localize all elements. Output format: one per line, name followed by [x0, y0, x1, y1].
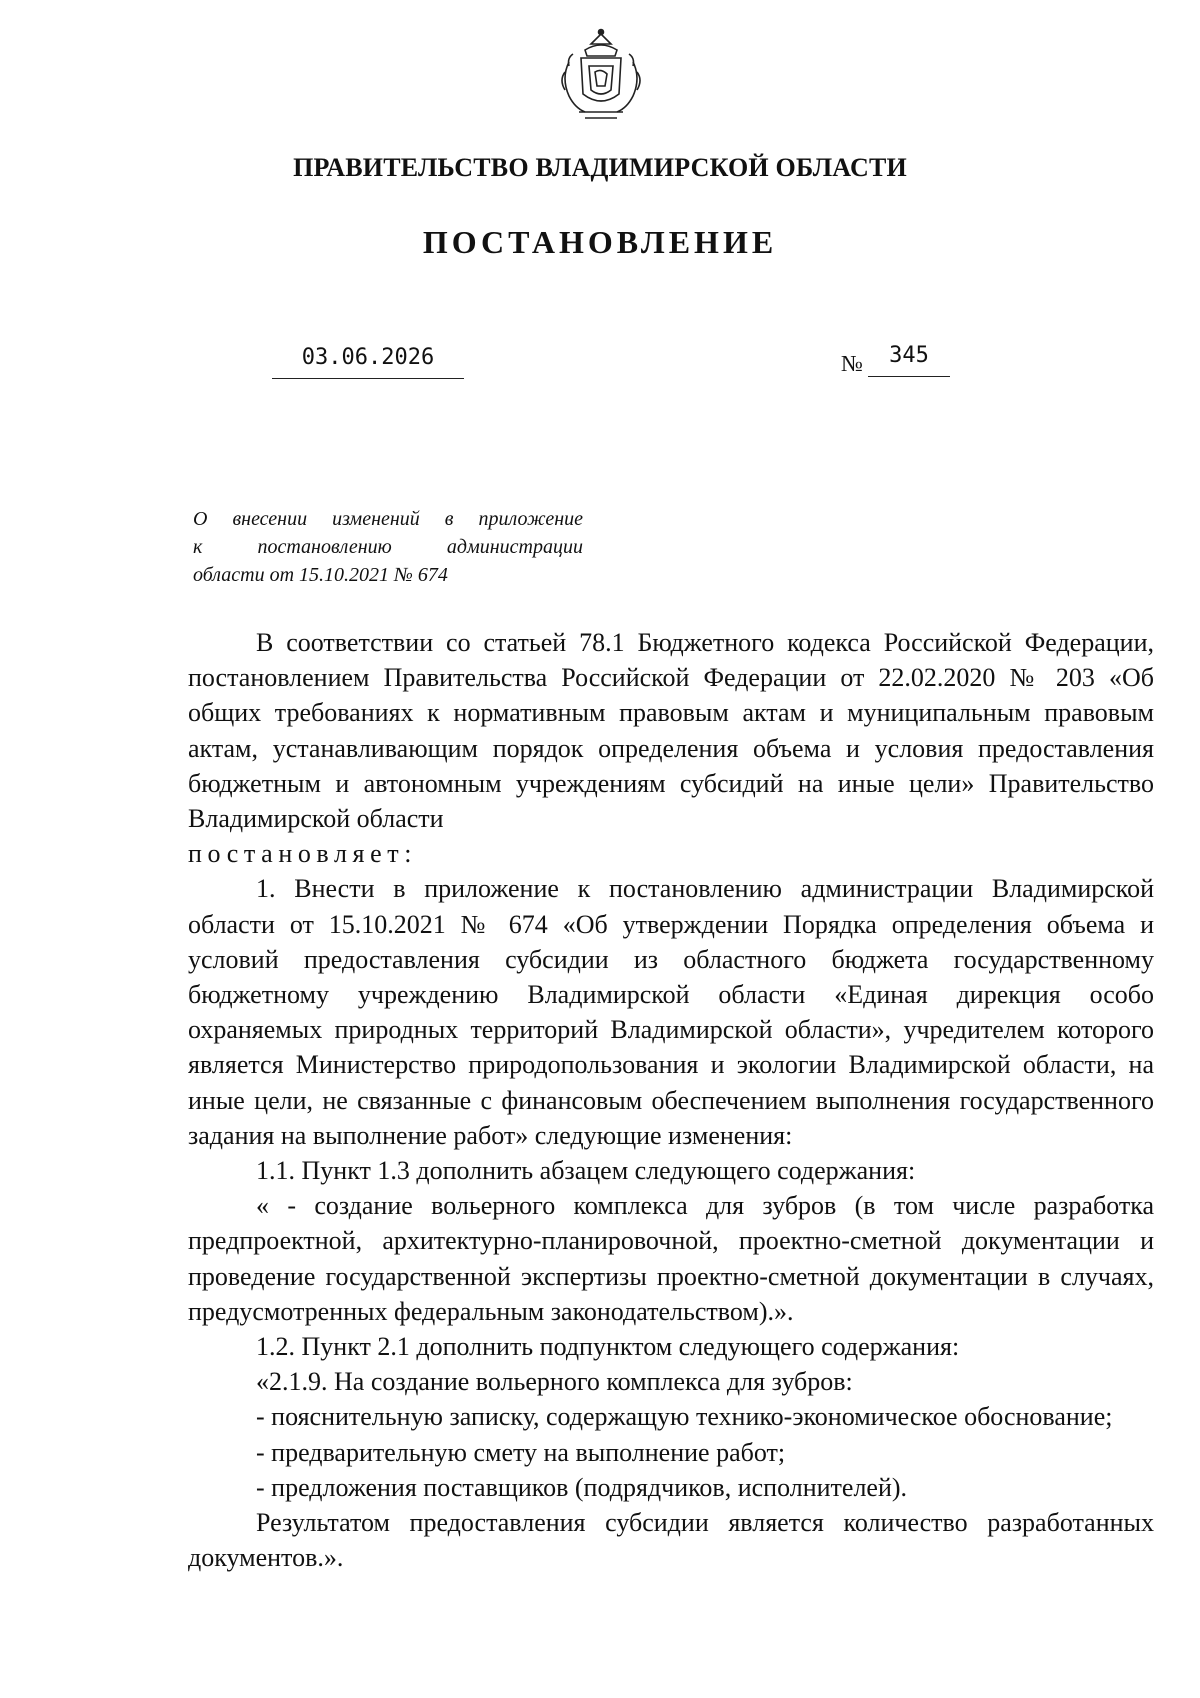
subject-line: области от 15.10.2021 № 674	[193, 564, 448, 586]
result-paragraph: Результатом предоставления субсидии является количество разработанных документов.».	[188, 1508, 1154, 1573]
document-body	[188, 625, 1154, 1575]
list-item: - пояснительную записку, содержащую технико-экономическое обоснование;	[256, 1402, 1113, 1432]
number-label: №	[841, 351, 863, 376]
item-1-1-text: « - создание вольерного комплекса для зубров (в том числе разработка предпроектной, архитектурно-планировочной, проектно-сметной документации и проведение государственной экспертизы проектно-сметной документации в случаях, предусмотренных федеральным законодательством).».	[188, 1191, 1154, 1326]
coat-of-arms-icon	[555, 28, 647, 124]
preamble-paragraph: В соответствии со статьей 78.1 Бюджетного кодекса Российской Федерации, постановлением Правительства Российской Федерации от 22.02.2020 № 203 «Об общих требованиях к нормативным правовым актам и муниципальным правовым актам, устанавливающим порядок определения объема и условия предоставления бюджетным и автономным учреждениям субсидий на иные цели» Правительство Владимирской области	[188, 628, 1154, 834]
item-1-1-paragraph: 1.1. Пункт 1.3 дополнить абзацем следующего содержания:	[256, 1156, 916, 1186]
list-item: - предварительную смету на выполнение работ;	[256, 1437, 786, 1467]
document-date: 03.06.2026	[272, 345, 464, 379]
list-item: - предложения поставщиков (подрядчиков, исполнителей).	[256, 1472, 908, 1502]
document-type-title: ПОСТАНОВЛЕНИЕ	[422, 224, 778, 260]
subject-line: к постановлению администрации	[193, 536, 583, 558]
item-1-2-paragraph: 1.2. Пункт 2.1 дополнить подпунктом следующего содержания:	[256, 1332, 960, 1362]
resolves-word: постановляет:	[188, 839, 418, 869]
organization-title: ПРАВИТЕЛЬСТВО ВЛАДИМИРСКОЙ ОБЛАСТИ	[293, 153, 907, 182]
subject-line: О внесении изменений в приложение	[193, 508, 583, 530]
item-2-1-9-paragraph: «2.1.9. На создание вольерного комплекса для зубров:	[256, 1367, 853, 1397]
document-subject	[193, 505, 583, 589]
item-1-paragraph: 1. Внести в приложение к постановлению администрации Владимирской области от 15.10.2021 № 674 «Об утверждении Порядка определения объема и условий предоставления субсидии из областного бюджета государственному бюджетному учреждению Владимирской области «Единая дирекция особо охраняемых природных территорий Владимирской области», учредителем которого является Министерство природопользования и экологии Владимирской области, на иные цели, не связанные с финансовым обеспечением выполнения государственного задания на выполнение работ» следующие изменения:	[188, 874, 1154, 1150]
document-number: 345	[868, 343, 950, 377]
